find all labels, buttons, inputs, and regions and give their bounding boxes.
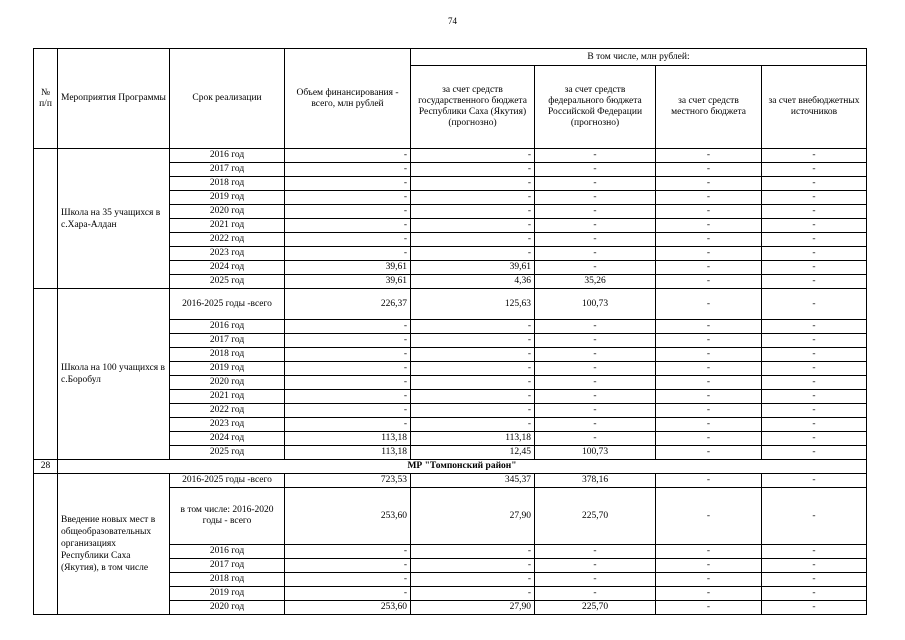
value-cell: - — [535, 149, 656, 163]
value-cell: - — [762, 219, 867, 233]
value-cell: 226,37 — [285, 289, 411, 320]
value-cell: - — [535, 191, 656, 205]
period-cell: 2021 год — [170, 219, 285, 233]
value-cell: 4,36 — [411, 275, 535, 289]
value-cell: - — [535, 432, 656, 446]
value-cell: - — [656, 573, 762, 587]
value-cell: - — [285, 247, 411, 261]
value-cell: - — [762, 334, 867, 348]
value-cell: - — [762, 545, 867, 559]
value-cell: - — [656, 205, 762, 219]
value-cell: - — [535, 573, 656, 587]
period-cell: 2024 год — [170, 432, 285, 446]
period-cell: 2018 год — [170, 573, 285, 587]
period-cell: 2017 год — [170, 334, 285, 348]
value-cell: - — [762, 432, 867, 446]
period-cell: 2020 год — [170, 601, 285, 615]
value-cell: - — [285, 573, 411, 587]
value-cell: - — [535, 233, 656, 247]
value-cell: - — [411, 205, 535, 219]
period-cell: 2018 год — [170, 348, 285, 362]
header-source-republic: за счет средств государственного бюджета Республики Саха (Якутия) (прогнозно) — [411, 66, 535, 149]
value-cell: - — [535, 205, 656, 219]
value-cell: - — [285, 390, 411, 404]
value-cell: - — [285, 559, 411, 573]
value-cell: - — [411, 247, 535, 261]
value-cell: - — [656, 418, 762, 432]
value-cell: - — [762, 446, 867, 460]
header-including: В том числе, млн рублей: — [411, 49, 867, 66]
value-cell: - — [285, 219, 411, 233]
value-cell: - — [762, 191, 867, 205]
value-cell: - — [411, 559, 535, 573]
value-cell: 39,61 — [285, 275, 411, 289]
value-cell: - — [535, 247, 656, 261]
value-cell: - — [411, 376, 535, 390]
value-cell: - — [411, 587, 535, 601]
table-header — [34, 49, 867, 149]
value-cell: 100,73 — [535, 289, 656, 320]
value-cell: - — [285, 205, 411, 219]
value-cell: - — [656, 474, 762, 488]
period-cell: 2016-2025 годы -всего — [170, 289, 285, 320]
value-cell: 113,18 — [411, 432, 535, 446]
value-cell: - — [762, 362, 867, 376]
value-cell: - — [656, 488, 762, 545]
value-cell: 113,18 — [285, 446, 411, 460]
value-cell: - — [535, 163, 656, 177]
value-cell: - — [762, 275, 867, 289]
value-cell: - — [762, 390, 867, 404]
value-cell: 39,61 — [285, 261, 411, 275]
value-cell: - — [656, 334, 762, 348]
header-source-extrabudget: за счет внебюджетных источников — [762, 66, 867, 149]
period-cell: 2017 год — [170, 559, 285, 573]
value-cell: - — [762, 474, 867, 488]
period-cell: 2020 год — [170, 376, 285, 390]
header-period: Срок реализации — [170, 49, 285, 149]
value-cell: 253,60 — [285, 601, 411, 615]
value-cell: - — [762, 601, 867, 615]
period-cell: в том числе: 2016-2020 годы - всего — [170, 488, 285, 545]
value-cell: 35,26 — [535, 275, 656, 289]
value-cell: - — [656, 376, 762, 390]
value-cell: 723,53 — [285, 474, 411, 488]
value-cell: - — [656, 432, 762, 446]
value-cell: - — [762, 348, 867, 362]
value-cell: - — [285, 362, 411, 376]
value-cell: - — [411, 163, 535, 177]
value-cell: - — [411, 348, 535, 362]
value-cell: - — [762, 587, 867, 601]
value-cell: 378,16 — [535, 474, 656, 488]
value-cell: 125,63 — [411, 289, 535, 320]
header-measure: Мероприятия Программы — [58, 49, 170, 149]
row-number-cell — [34, 149, 58, 289]
value-cell: - — [535, 404, 656, 418]
value-cell: - — [656, 219, 762, 233]
value-cell: - — [285, 545, 411, 559]
period-cell: 2023 год — [170, 247, 285, 261]
table-row — [34, 149, 867, 163]
value-cell: - — [656, 587, 762, 601]
value-cell: - — [411, 320, 535, 334]
period-cell: 2023 год — [170, 418, 285, 432]
period-cell: 2016 год — [170, 320, 285, 334]
value-cell: 345,37 — [411, 474, 535, 488]
header-volume: Объем финансирования - всего, млн рублей — [285, 49, 411, 149]
value-cell: - — [411, 418, 535, 432]
value-cell: 253,60 — [285, 488, 411, 545]
period-cell: 2019 год — [170, 362, 285, 376]
value-cell: - — [656, 233, 762, 247]
value-cell: - — [535, 418, 656, 432]
value-cell: - — [535, 348, 656, 362]
value-cell: - — [656, 404, 762, 418]
value-cell: - — [656, 177, 762, 191]
value-cell: - — [762, 149, 867, 163]
value-cell: 225,70 — [535, 488, 656, 545]
value-cell: - — [411, 573, 535, 587]
value-cell: - — [535, 545, 656, 559]
value-cell: 27,90 — [411, 488, 535, 545]
value-cell: - — [535, 261, 656, 275]
value-cell: - — [285, 376, 411, 390]
value-cell: - — [762, 233, 867, 247]
financing-table — [33, 48, 867, 615]
value-cell: - — [535, 390, 656, 404]
value-cell: - — [535, 320, 656, 334]
period-cell: 2022 год — [170, 404, 285, 418]
value-cell: 12,45 — [411, 446, 535, 460]
value-cell: - — [656, 163, 762, 177]
period-cell: 2018 год — [170, 177, 285, 191]
value-cell: - — [535, 219, 656, 233]
value-cell: 100,73 — [535, 446, 656, 460]
period-cell: 2019 год — [170, 191, 285, 205]
value-cell: - — [535, 559, 656, 573]
value-cell: - — [656, 261, 762, 275]
period-cell: 2016 год — [170, 545, 285, 559]
value-cell: - — [411, 149, 535, 163]
value-cell: - — [535, 334, 656, 348]
value-cell: - — [656, 545, 762, 559]
period-cell: 2025 год — [170, 275, 285, 289]
value-cell: - — [656, 348, 762, 362]
value-cell: - — [656, 191, 762, 205]
value-cell: - — [656, 362, 762, 376]
value-cell: - — [656, 247, 762, 261]
header-source-local: за счет средств местного бюджета — [656, 66, 762, 149]
value-cell: - — [285, 177, 411, 191]
period-cell: 2020 год — [170, 205, 285, 219]
table-row — [34, 474, 867, 488]
header-source-federal: за счет средств федерального бюджета Российской Федерации (прогнозно) — [535, 66, 656, 149]
value-cell: - — [535, 362, 656, 376]
period-cell: 2025 год — [170, 446, 285, 460]
value-cell: - — [762, 488, 867, 545]
value-cell: - — [285, 191, 411, 205]
measure-name-cell: Школа на 100 учащихся в с.Боробул — [58, 289, 170, 460]
table-body — [34, 149, 867, 615]
table-row — [34, 289, 867, 320]
measure-name-cell: Школа на 35 учащихся в с.Хара-Алдан — [58, 149, 170, 289]
value-cell: - — [411, 191, 535, 205]
value-cell: - — [656, 275, 762, 289]
value-cell: - — [535, 177, 656, 191]
value-cell: - — [656, 390, 762, 404]
value-cell: - — [285, 348, 411, 362]
value-cell: - — [411, 390, 535, 404]
value-cell: - — [285, 233, 411, 247]
value-cell: - — [285, 587, 411, 601]
value-cell: - — [411, 219, 535, 233]
section-number: 28 — [34, 460, 58, 474]
value-cell: - — [762, 177, 867, 191]
value-cell: - — [656, 559, 762, 573]
value-cell: - — [411, 334, 535, 348]
value-cell: - — [762, 261, 867, 275]
section-title: МР "Томпонский район" — [58, 460, 867, 474]
value-cell: - — [411, 404, 535, 418]
value-cell: - — [762, 205, 867, 219]
value-cell: - — [411, 362, 535, 376]
value-cell: - — [285, 320, 411, 334]
value-cell: - — [762, 418, 867, 432]
value-cell: - — [762, 163, 867, 177]
page-number: 74 — [448, 16, 457, 26]
period-cell: 2021 год — [170, 390, 285, 404]
value-cell: - — [762, 573, 867, 587]
value-cell: - — [411, 233, 535, 247]
period-cell: 2016 год — [170, 149, 285, 163]
value-cell: - — [762, 559, 867, 573]
section-row — [34, 460, 867, 474]
value-cell: - — [762, 289, 867, 320]
value-cell: - — [411, 177, 535, 191]
period-cell: 2022 год — [170, 233, 285, 247]
row-number-cell — [34, 289, 58, 460]
row-number-cell — [34, 474, 58, 615]
value-cell: - — [656, 289, 762, 320]
value-cell: - — [762, 404, 867, 418]
value-cell: - — [285, 418, 411, 432]
value-cell: - — [285, 149, 411, 163]
value-cell: - — [656, 149, 762, 163]
value-cell: - — [762, 247, 867, 261]
value-cell: - — [411, 545, 535, 559]
value-cell: - — [535, 376, 656, 390]
value-cell: - — [285, 334, 411, 348]
period-cell: 2024 год — [170, 261, 285, 275]
value-cell: 225,70 — [535, 601, 656, 615]
value-cell: - — [535, 587, 656, 601]
value-cell: - — [656, 446, 762, 460]
period-cell: 2016-2025 годы -всего — [170, 474, 285, 488]
value-cell: - — [762, 376, 867, 390]
value-cell: - — [656, 320, 762, 334]
measure-name-cell: Введение новых мест в общеобразовательных организациях Республики Саха (Якутия), в том числе — [58, 474, 170, 615]
value-cell: - — [285, 404, 411, 418]
value-cell: - — [656, 601, 762, 615]
value-cell: 113,18 — [285, 432, 411, 446]
value-cell: 27,90 — [411, 601, 535, 615]
period-cell: 2017 год — [170, 163, 285, 177]
value-cell: - — [762, 320, 867, 334]
period-cell: 2019 год — [170, 587, 285, 601]
header-num: № п/п — [34, 49, 58, 149]
value-cell: - — [285, 163, 411, 177]
value-cell: 39,61 — [411, 261, 535, 275]
